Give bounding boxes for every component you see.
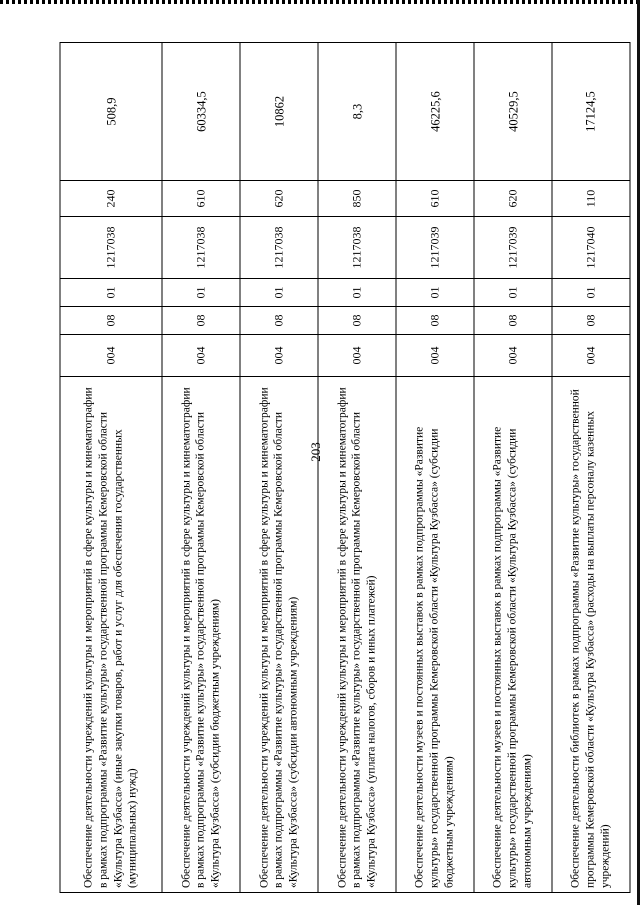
subsection-code: 01 xyxy=(396,279,474,307)
expense-type-code: 110 xyxy=(552,181,630,217)
amount-value: 40529,5 xyxy=(474,43,552,181)
table-row xyxy=(552,43,630,893)
expense-type-code: 610 xyxy=(162,181,240,217)
table-row xyxy=(60,43,162,893)
ministry-code: 004 xyxy=(240,335,318,377)
ministry-code: 004 xyxy=(396,335,474,377)
budget-table-container xyxy=(60,43,631,893)
row-description: Обеспечение деятельности учреждений культуры и мероприятий в сфере культуры и кинематографии в рамках подпрограммы «Развитие культуры» государственной программы Кемеровской области «Культура Кузбасса» (субсидии автономным учреждениям) xyxy=(240,377,318,893)
ministry-code: 004 xyxy=(552,335,630,377)
table-row xyxy=(396,43,474,893)
section-code: 08 xyxy=(552,307,630,335)
target-article-code: 1217039 xyxy=(474,217,552,279)
row-description: Обеспечение деятельности музеев и постоянных выставок в рамках подпрограммы «Развитие культуры» государственной программы Кемеровской области «Культура Кузбасса» (субсидии бюджетным учреждениям) xyxy=(396,377,474,893)
target-article-code: 1217038 xyxy=(240,217,318,279)
scan-edge-top xyxy=(0,0,640,4)
table-row xyxy=(474,43,552,893)
amount-value: 508,9 xyxy=(60,43,162,181)
subsection-code: 01 xyxy=(240,279,318,307)
table-row xyxy=(318,43,396,893)
section-code: 08 xyxy=(474,307,552,335)
amount-value: 17124,5 xyxy=(552,43,630,181)
target-article-code: 1217038 xyxy=(60,217,162,279)
page-number: 203 xyxy=(308,442,323,462)
ministry-code: 004 xyxy=(60,335,162,377)
expense-type-code: 620 xyxy=(474,181,552,217)
ministry-code: 004 xyxy=(474,335,552,377)
subsection-code: 01 xyxy=(318,279,396,307)
ministry-code: 004 xyxy=(318,335,396,377)
expense-type-code: 620 xyxy=(240,181,318,217)
table-row xyxy=(240,43,318,893)
section-code: 08 xyxy=(60,307,162,335)
expense-type-code: 240 xyxy=(60,181,162,217)
section-code: 08 xyxy=(162,307,240,335)
amount-value: 60334,5 xyxy=(162,43,240,181)
amount-value: 8,3 xyxy=(318,43,396,181)
row-description: Обеспечение деятельности музеев и постоянных выставок в рамках подпрограммы «Развитие культуры» государственной программы Кемеровской области «Культура Кузбасса» (субсидии автономным учреждениям) xyxy=(474,377,552,893)
target-article-code: 1217038 xyxy=(318,217,396,279)
expense-type-code: 850 xyxy=(318,181,396,217)
row-description: Обеспечение деятельности учреждений культуры и мероприятий в сфере культуры и кинематографии в рамках подпрограммы «Развитие культуры» государственной программы Кемеровской области «Культура Кузбасса» (уплата налогов, сборов и иных платежей) xyxy=(318,377,396,893)
row-description: Обеспечение деятельности учреждений культуры и мероприятий в сфере культуры и кинематографии в рамках подпрограммы «Развитие культуры» государственной программы Кемеровской области «Культура Кузбасса» (субсидии бюджетным учреждениям) xyxy=(162,377,240,893)
ministry-code: 004 xyxy=(162,335,240,377)
row-description: Обеспечение деятельности библиотек в рамках подпрограммы «Развитие культуры» государственной программы Кемеровской области «Культура Кузбасса» (расходы на выплаты персоналу казенных учреждений) xyxy=(552,377,630,893)
amount-value: 46225,6 xyxy=(396,43,474,181)
section-code: 08 xyxy=(396,307,474,335)
budget-table xyxy=(60,42,631,893)
subsection-code: 01 xyxy=(474,279,552,307)
subsection-code: 01 xyxy=(60,279,162,307)
amount-value: 10862 xyxy=(240,43,318,181)
target-article-code: 1217039 xyxy=(396,217,474,279)
expense-type-code: 610 xyxy=(396,181,474,217)
subsection-code: 01 xyxy=(552,279,630,307)
section-code: 08 xyxy=(318,307,396,335)
subsection-code: 01 xyxy=(162,279,240,307)
row-description: Обеспечение деятельности учреждений культуры и мероприятий в сфере культуры и кинематографии в рамках подпрограммы «Развитие культуры» государственной программы Кемеровской области «Культура Кузбасса» (иные закупки товаров, работ и услуг для обеспечения государственных (муниципальных) нужд) xyxy=(60,377,162,893)
table-row xyxy=(162,43,240,893)
section-code: 08 xyxy=(240,307,318,335)
target-article-code: 1217040 xyxy=(552,217,630,279)
target-article-code: 1217038 xyxy=(162,217,240,279)
